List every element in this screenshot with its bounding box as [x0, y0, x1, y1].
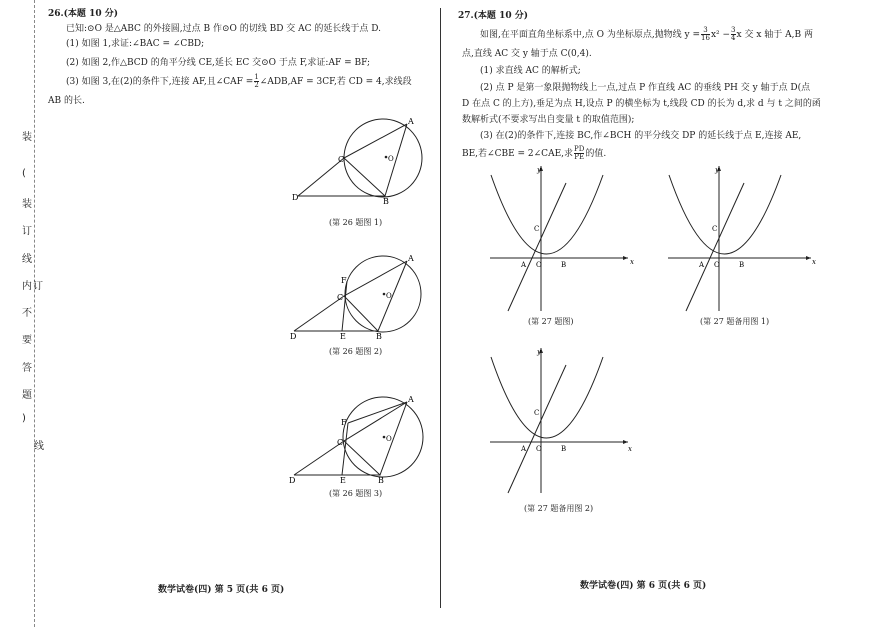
- q27-frac2: [731, 27, 735, 42]
- q27-part3-b: [462, 146, 606, 161]
- svg-text:A: A: [408, 395, 414, 404]
- binding-margin-char: 线: [34, 441, 44, 452]
- q26-frac-num: 1: [254, 73, 259, 81]
- q26-score: (本题 10 分): [63, 9, 118, 19]
- svg-text:A: A: [521, 261, 527, 269]
- q27-part3-end: 的值.: [585, 149, 607, 159]
- label-O: O: [388, 155, 394, 163]
- svg-text:B: B: [561, 261, 567, 269]
- q26-fraction: [254, 74, 258, 89]
- page-divider: [440, 8, 441, 608]
- svg-text:x: x: [628, 445, 632, 453]
- label-A: A: [408, 117, 414, 126]
- circumcircle: [344, 119, 422, 197]
- q26-figure-1: [280, 112, 430, 212]
- q26-number: 26.: [48, 9, 64, 19]
- q26-part3-cont: AB 的长.: [48, 96, 85, 106]
- svg-text:B: B: [376, 332, 382, 341]
- q26-header: [48, 7, 118, 21]
- binding-margin-char: 订: [33, 281, 43, 292]
- binding-margin-char: 答: [22, 363, 32, 374]
- q26-fig3-caption: (第 26 题图 3): [329, 489, 383, 498]
- q27-part2-b: D 在点 C 的上方),垂足为点 H,设点 P 的横坐标为 t,线段 CD 的长为 d,求 d 与 t 之间的函: [462, 99, 821, 109]
- binding-margin-char: 要: [22, 335, 32, 346]
- q27-line1-b: x² −: [710, 30, 731, 40]
- svg-text:A: A: [408, 254, 414, 263]
- svg-text:O: O: [386, 435, 392, 443]
- triangle-abc: [344, 124, 407, 196]
- footer-page-6: 数学试卷(四) 第 6 页(共 6 页): [580, 581, 707, 591]
- q27-line1-c: x 交 x 轴于 A,B 两: [736, 30, 813, 40]
- q27-frac1-den: 16: [701, 34, 710, 42]
- binding-margin-char: 装: [22, 132, 32, 143]
- q27-score: (本题 10 分): [473, 11, 528, 21]
- center-o-point: [385, 156, 388, 159]
- q27-line2: 点,直线 AC 交 y 轴于点 C(0,4).: [462, 49, 592, 59]
- q27-number: 27.: [458, 11, 474, 21]
- svg-text:y: y: [537, 348, 541, 356]
- q27-graph-backup-2: [488, 345, 633, 495]
- q26-part3-text-a: (3) 如图 3,在(2)的条件下,连接 AF,且∠CAF =: [66, 77, 254, 87]
- footer-page-5: 数学试卷(四) 第 5 页(共 6 页): [158, 585, 285, 595]
- svg-text:B: B: [561, 445, 567, 453]
- q26-fig2-caption: (第 26 题图 2): [329, 347, 383, 356]
- q27-frac3: [574, 146, 584, 161]
- q27-graph-main: [488, 163, 633, 313]
- svg-text:C: C: [534, 225, 540, 233]
- svg-text:y: y: [715, 166, 719, 174]
- q26-fig1-caption: (第 26 题图 1): [329, 218, 383, 227]
- label-B: B: [383, 197, 389, 206]
- parabola: [491, 175, 603, 254]
- q26-part1: (1) 如图 1,求证:∠BAC = ∠CBD;: [66, 39, 205, 49]
- binding-margin-char: 订: [22, 226, 32, 237]
- binding-margin-char: (: [22, 168, 26, 179]
- q26-figure-3: [280, 390, 430, 488]
- svg-text:C: C: [337, 293, 344, 302]
- line-fe: [342, 281, 347, 331]
- q27-frac2-den: 4: [731, 34, 736, 42]
- svg-text:A: A: [521, 445, 527, 453]
- q26-part3: [66, 74, 412, 89]
- binding-margin-char: 内: [22, 281, 32, 292]
- q26-stem: 已知:⊙O 是△ABC 的外接圆,过点 B 作⊙O 的切线 BD 交 AC 的延长线于点 D.: [66, 24, 382, 34]
- q26-frac-den: 2: [254, 81, 259, 89]
- q27-part2-a: (2) 点 P 是第一象限抛物线上一点,过点 P 作直线 AC 的垂线 PH 交 y 轴于点 D(点: [480, 83, 811, 93]
- line-ac: [508, 183, 566, 311]
- q27-backup1-caption: (第 27 题备用图 1): [700, 317, 770, 326]
- q27-part2-c: 数解析式(不要求写出自变量 t 的取值范围);: [462, 115, 635, 125]
- binding-margin-char: 线: [22, 254, 32, 265]
- svg-text:C: C: [712, 225, 718, 233]
- q26-part2-arc: AF = BF;: [328, 58, 371, 68]
- label-D: D: [292, 193, 299, 202]
- binding-margin-char: 装: [22, 199, 32, 210]
- svg-text:E: E: [340, 332, 346, 341]
- svg-text:O: O: [714, 261, 720, 269]
- q27-graph-backup-1: [666, 163, 816, 313]
- binding-margin-char: 题: [22, 390, 32, 401]
- q27-part3-a: (3) 在(2)的条件下,连接 BC,作∠BCH 的平分线交 DP 的延长线于点 E,连接 AE,: [480, 131, 802, 141]
- svg-text:x: x: [812, 258, 816, 266]
- q26-part3-text-b: ∠ADB,AF = 3CF,若 CD = 4,求线段: [259, 77, 412, 87]
- svg-text:F: F: [341, 276, 347, 285]
- q27-frac3-num: PD: [574, 145, 585, 153]
- binding-margin-char: ): [22, 413, 26, 424]
- svg-text:D: D: [289, 476, 296, 485]
- svg-text:B: B: [378, 476, 384, 485]
- svg-text:C: C: [534, 409, 540, 417]
- svg-text:O: O: [536, 261, 542, 269]
- q27-header: [458, 9, 528, 23]
- q26-part2: [66, 56, 370, 70]
- q27-frac1-num: 3: [701, 27, 710, 35]
- q27-fig-caption: (第 27 题图): [528, 317, 574, 326]
- svg-text:O: O: [536, 445, 542, 453]
- q27-frac1: [701, 27, 710, 42]
- q27-frac3-den: PE: [574, 153, 585, 161]
- q27-frac2-num: 3: [731, 26, 736, 34]
- q27-line1: [480, 27, 813, 42]
- q26-figure-2: [280, 250, 430, 342]
- binding-dashed-line: [34, 0, 35, 627]
- label-C: C: [338, 155, 345, 164]
- svg-text:A: A: [699, 261, 705, 269]
- svg-text:D: D: [290, 332, 297, 341]
- svg-text:B: B: [739, 261, 745, 269]
- q27-line1-a: 如图,在平面直角坐标系中,点 O 为坐标原点,抛物线 y =: [480, 30, 701, 40]
- q27-part3-text: BE,若∠CBE = 2∠CAE,求: [462, 149, 574, 159]
- svg-text:x: x: [630, 258, 634, 266]
- svg-text:F: F: [341, 418, 347, 427]
- q26-part2-text: (2) 如图 2,作△BCD 的角平分线 CE,延长 EC 交⊙O 于点 F,求证:: [66, 58, 329, 68]
- q27-backup2-caption: (第 27 题备用图 2): [524, 504, 594, 513]
- binding-margin-char: 不: [22, 308, 32, 319]
- svg-text:y: y: [537, 166, 541, 174]
- svg-text:O: O: [386, 292, 392, 300]
- q27-part1: (1) 求直线 AC 的解析式;: [480, 66, 581, 76]
- svg-text:E: E: [340, 476, 346, 485]
- svg-text:C: C: [337, 438, 344, 447]
